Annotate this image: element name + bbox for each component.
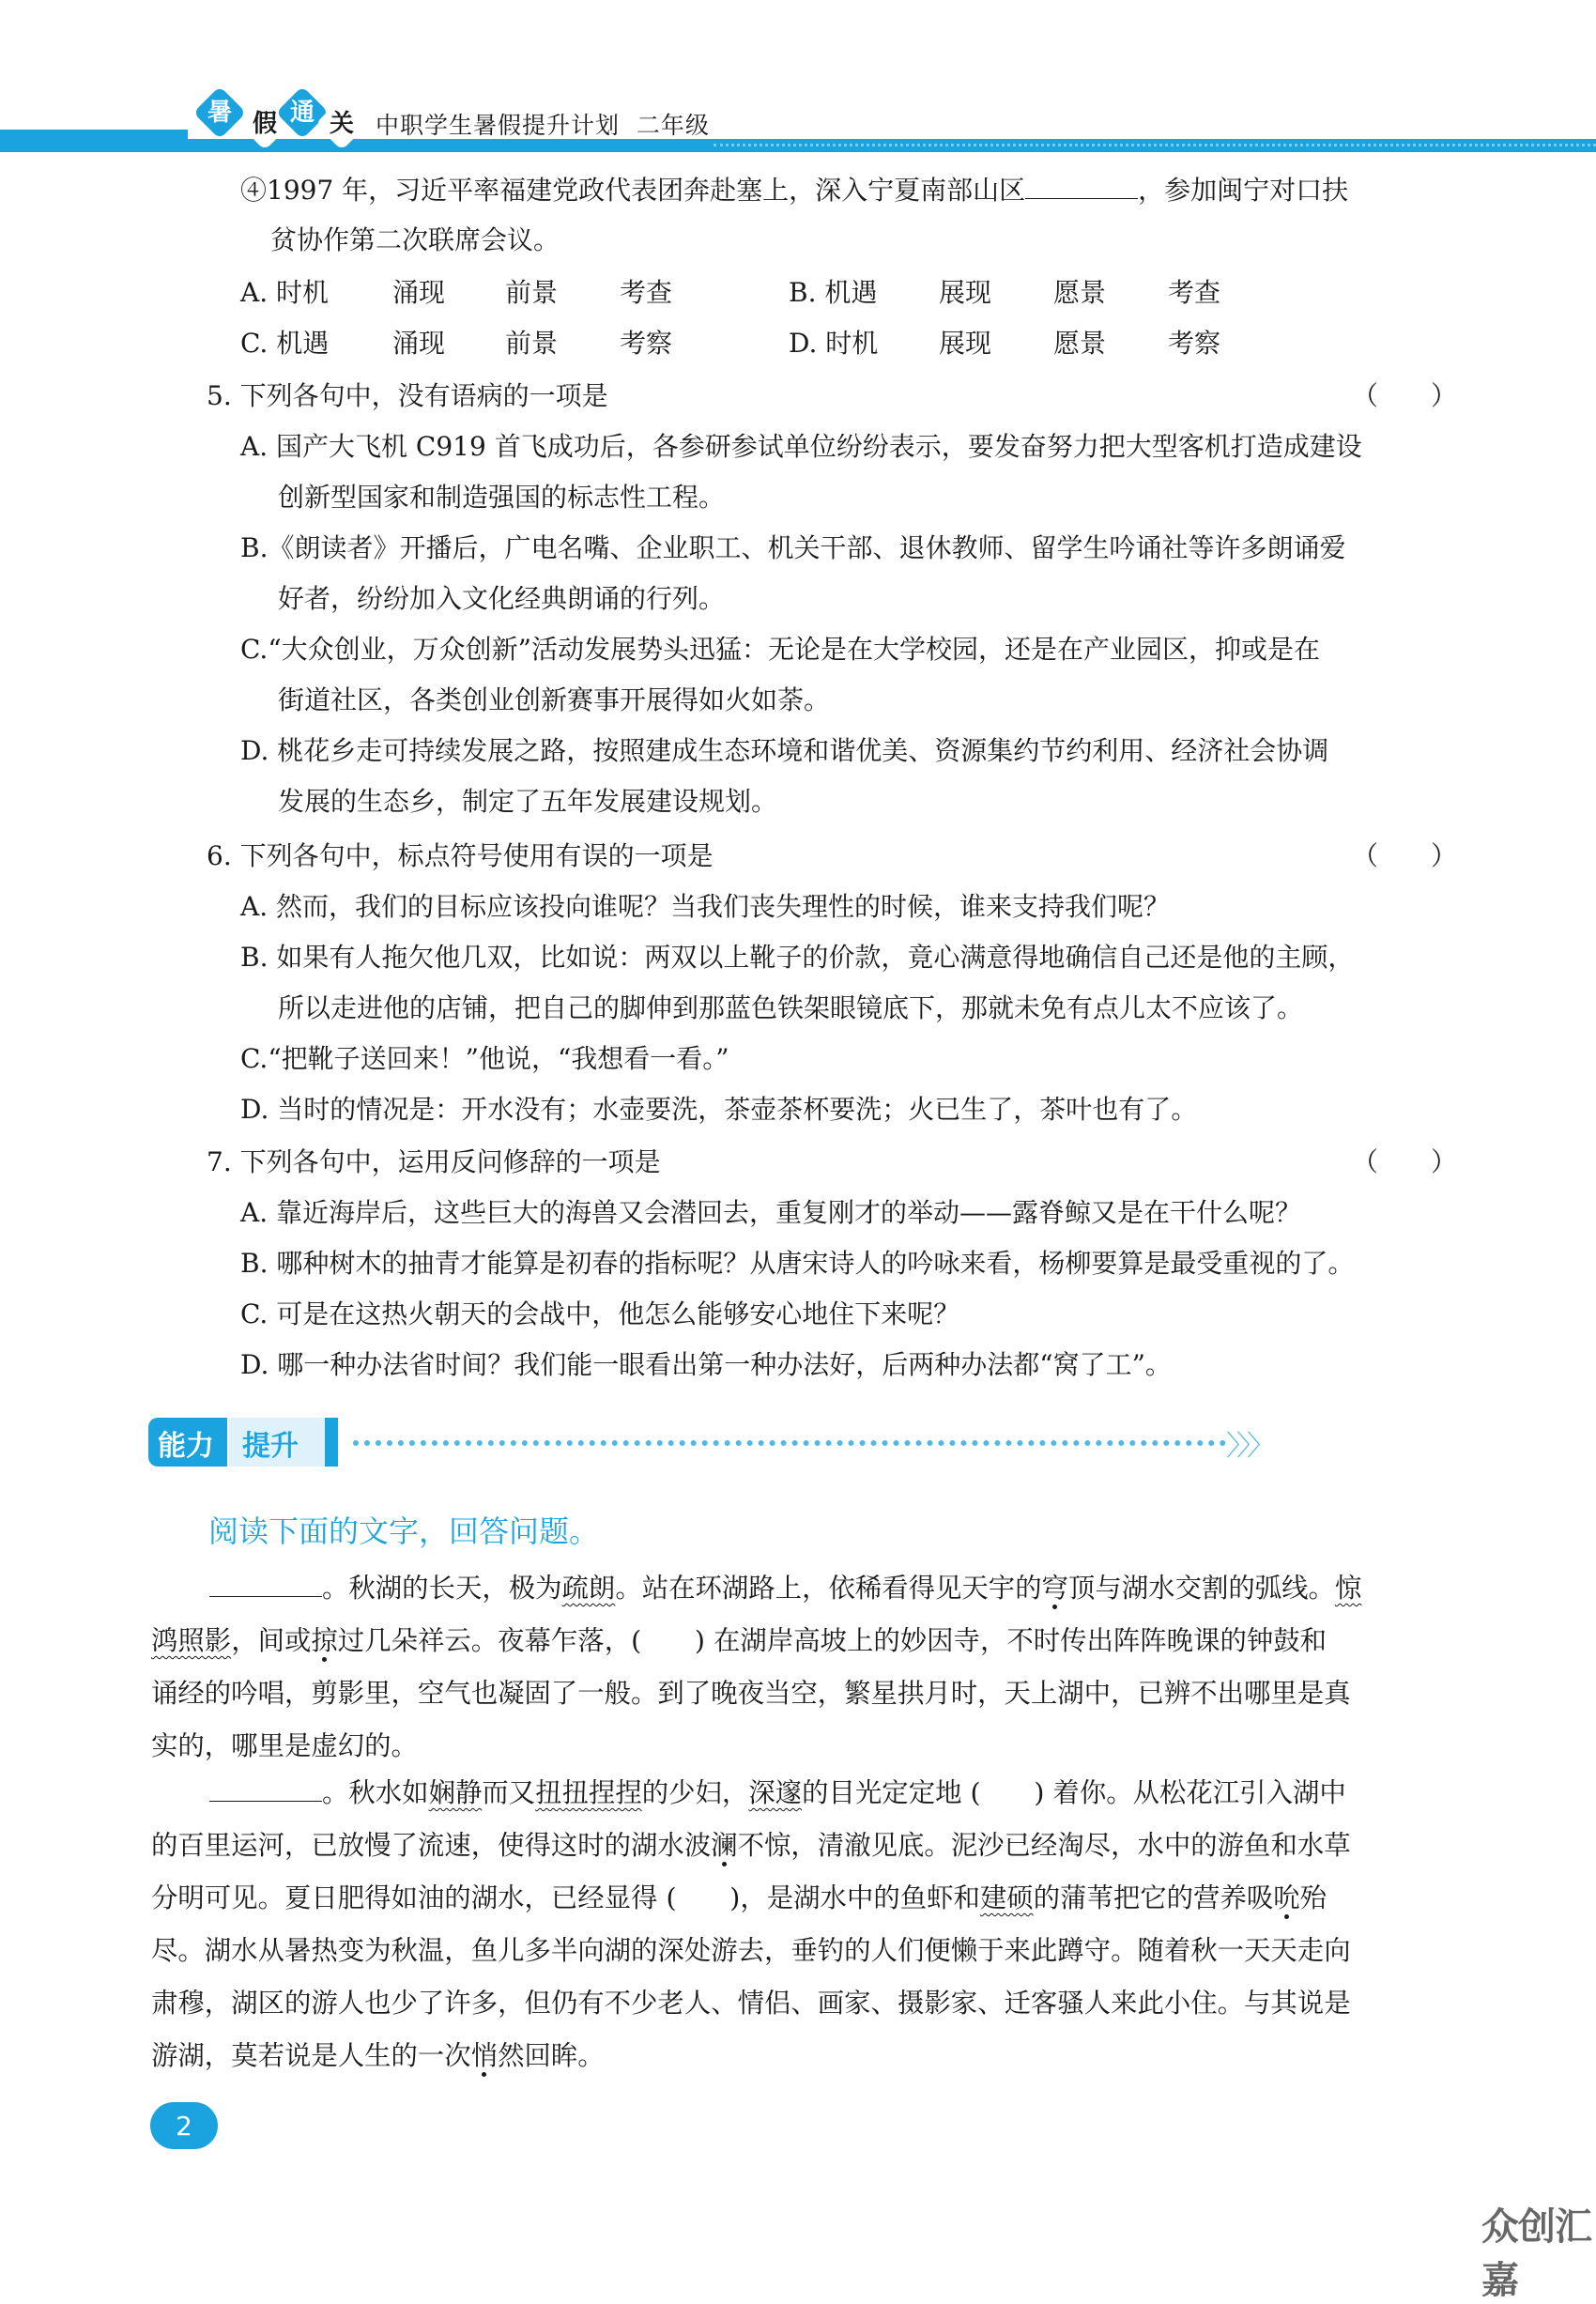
option-line: A. 国产大飞机 C919 首飞成功后，各参研参试单位纷纷表示，要发奋努力把大型客机打造成建设 — [240, 431, 1362, 462]
option-line: A. 然而，我们的目标应该投向谁呢？当我们丧失理性的时候，谁来支持我们呢？ — [240, 891, 1171, 922]
dotted-char: 穹 — [1041, 1573, 1068, 1604]
header-badge: 关 — [315, 98, 369, 151]
option-A-word: 考查 — [620, 277, 673, 308]
option-line: C.“把靴子送回来！”他说，“我想看一看。” — [240, 1043, 729, 1074]
passage-line: 的百里运河，已放慢了流速，使得这时的湖水波澜不惊，清澈见底。泥沙已经淘尽，水中的游鱼和水草 — [151, 1830, 1351, 1861]
option-line: D. 桃花乡走可持续发展之路，按照建成生态环境和谐优美、资源集约节约利用、经济社会协调 — [240, 735, 1329, 766]
header-grade: 二年级 — [636, 112, 710, 139]
wavy-underlined-word: 深邃 — [748, 1777, 803, 1808]
option-D: D. 时机 — [789, 328, 879, 359]
option-line: D. 哪一种办法省时间？我们能一眼看出第一种办法好，后两种办法都“窝了工”。 — [240, 1349, 1172, 1380]
watermark: 众创汇嘉 — [1481, 2205, 1591, 2302]
option-D-word: 展现 — [939, 328, 992, 359]
q4-item-line: ④1997 年，习近平率福建党政代表团奔赴塞上，深入宁夏南部山区 ，参加闽宁对口扶 — [240, 172, 1348, 208]
header-badge: 通 — [276, 86, 330, 140]
option-A-word: 前景 — [505, 277, 559, 308]
option-B-word: 考查 — [1168, 277, 1221, 308]
header-dotted-rule — [714, 144, 1596, 146]
answer-parentheses: （ ） — [1352, 1146, 1458, 1177]
answer-blank — [1025, 172, 1138, 199]
wavy-underlined-word: 疏朗 — [561, 1573, 616, 1604]
wavy-underlined-word: 鸿照影 — [151, 1625, 232, 1656]
dotted-char: 悄 — [470, 2040, 499, 2071]
option-C: C. 机遇 — [240, 328, 330, 359]
option-line: B.《朗读者》开播后，广电名嘴、企业职工、机关干部、退休教师、留学生吟诵社等许多朗诵爱 — [240, 532, 1346, 563]
passage-line: 游湖，莫若说是人生的一次悄然回眸。 — [151, 2040, 605, 2071]
option-line: B. 哪种树木的抽青才能算是初春的指标呢？从唐宋诗人的吟咏来看，杨柳要算是最受重视的了。 — [240, 1248, 1355, 1279]
option-A: A. 时机 — [240, 277, 330, 308]
wavy-underlined-word: 扭扭捏捏 — [535, 1777, 642, 1808]
option-C-word: 考察 — [620, 328, 673, 359]
option-line: B. 如果有人拖欠他几双，比如说：两双以上靴子的价款，竟心满意得地确信自己还是他的主顾， — [240, 942, 1355, 973]
header-badge: 假 — [238, 98, 292, 151]
question-stem: 7. 下列各句中，运用反问修辞的一项是 — [207, 1146, 661, 1177]
option-line: 创新型国家和制造强国的标志性工程。 — [278, 482, 726, 513]
passage-line: 分明可见。夏日肥得如油的湖水，已经显得 ( )，是湖水中的鱼虾和建硕的蒲苇把它的营养吸吮殆 — [151, 1882, 1327, 1913]
reading-instruction: 阅读下面的文字，回答问题。 — [208, 1513, 600, 1549]
passage-line: 诵经的吟唱，剪影里，空气也凝固了一般。到了晚夜当空，繁星拱月时，天上湖中，已辨不出哪里是真 — [151, 1678, 1351, 1709]
passage-line: 。秋水如娴静而又扭扭捏捏的少妇，深邃的目光定定地 ( ) 着你。从松花江引入湖中 — [151, 1774, 1346, 1812]
section-title-right: 提升 — [242, 1430, 299, 1463]
option-line: D. 当时的情况是：开水没有；水壶要洗，茶壶茶杯要洗；火已生了，茶叶也有了。 — [240, 1094, 1198, 1125]
option-line: A. 靠近海岸后，这些巨大的海兽又会潜回去，重复刚才的举动——露脊鲸又是在干什么呢？ — [240, 1197, 1302, 1228]
option-D-word: 愿景 — [1053, 328, 1107, 359]
answer-parentheses: （ ） — [1352, 840, 1458, 871]
passage-line: 鸿照影，间或掠过几朵祥云。夜幕乍落，( ) 在湖岸高坡上的妙因寺，不时传出阵阵晚课的钟鼓和 — [151, 1625, 1327, 1656]
passage-line: 实的，哪里是虚幻的。 — [151, 1730, 418, 1761]
dotted-char: 澜 — [711, 1830, 738, 1861]
chevron-right-icon: 〉〉〉 — [1226, 1430, 1271, 1463]
option-line: 所以走进他的店铺，把自己的脚伸到那蓝色铁架眼镜底下，那就未免有点儿太不应该了。 — [278, 992, 1304, 1023]
question-stem: 5. 下列各句中，没有语病的一项是 — [207, 380, 608, 411]
passage-line: 肃穆，湖区的游人也少了许多，但仍有不少老人、情侣、画家、摄影家、迁客骚人来此小住。与其说是 — [151, 1988, 1351, 2019]
page-number: 2 — [150, 2102, 218, 2149]
passage-line: 。秋湖的长天，极为疏朗。站在环湖路上，依稀看得见天宇的穹顶与湖水交割的弧线。惊 — [151, 1570, 1361, 1607]
option-line: 好者，纷纷加入文化经典朗诵的行列。 — [278, 583, 726, 614]
option-line: C. 可是在这热火朝天的会战中，他怎么能够安心地住下来呢？ — [240, 1298, 960, 1329]
question-stem: 6. 下列各句中，标点符号使用有误的一项是 — [207, 840, 714, 871]
passage-line: 尽。湖水从暑热变为秋温，鱼儿多半向湖的深处游去，垂钓的人们便懒于来此蹲守。随着秋一天天走向 — [151, 1935, 1351, 1966]
answer-parentheses: （ ） — [1352, 380, 1458, 411]
option-A-word: 涌现 — [392, 277, 446, 308]
option-B-word: 展现 — [939, 277, 992, 308]
answer-blank — [209, 1774, 322, 1802]
header-title — [376, 107, 710, 141]
section-title-left: 能力 — [158, 1430, 214, 1463]
option-C-word: 前景 — [505, 328, 559, 359]
header-badge: 暑 — [193, 86, 247, 140]
option-B-word: 愿景 — [1053, 277, 1107, 308]
wavy-underlined-word: 惊 — [1334, 1573, 1362, 1604]
section-banner-edge — [325, 1418, 338, 1467]
option-C-word: 涌现 — [392, 328, 446, 359]
wavy-underlined-word: 娴静 — [428, 1777, 483, 1808]
wavy-underlined-word: 建硕 — [979, 1882, 1034, 1913]
section-dotted-rule — [353, 1440, 1226, 1446]
option-line: C.“大众创业，万众创新”活动发展势头迅猛：无论是在大学校园，还是在产业园区，抑或是在 — [240, 634, 1320, 665]
header-plan-title: 中职学生暑假提升计划 — [376, 112, 621, 139]
dotted-char: 吮 — [1273, 1882, 1300, 1913]
option-line: 发展的生态乡，制定了五年发展建设规划。 — [278, 786, 778, 817]
dotted-char: 掠 — [311, 1625, 338, 1656]
q4-item-line: 贫协作第二次联席会议。 — [270, 224, 560, 255]
answer-blank — [209, 1570, 322, 1597]
option-B: B. 机遇 — [789, 277, 878, 308]
option-line: 街道社区，各类创业创新赛事开展得如火如荼。 — [278, 684, 831, 715]
option-D-word: 考察 — [1168, 328, 1221, 359]
